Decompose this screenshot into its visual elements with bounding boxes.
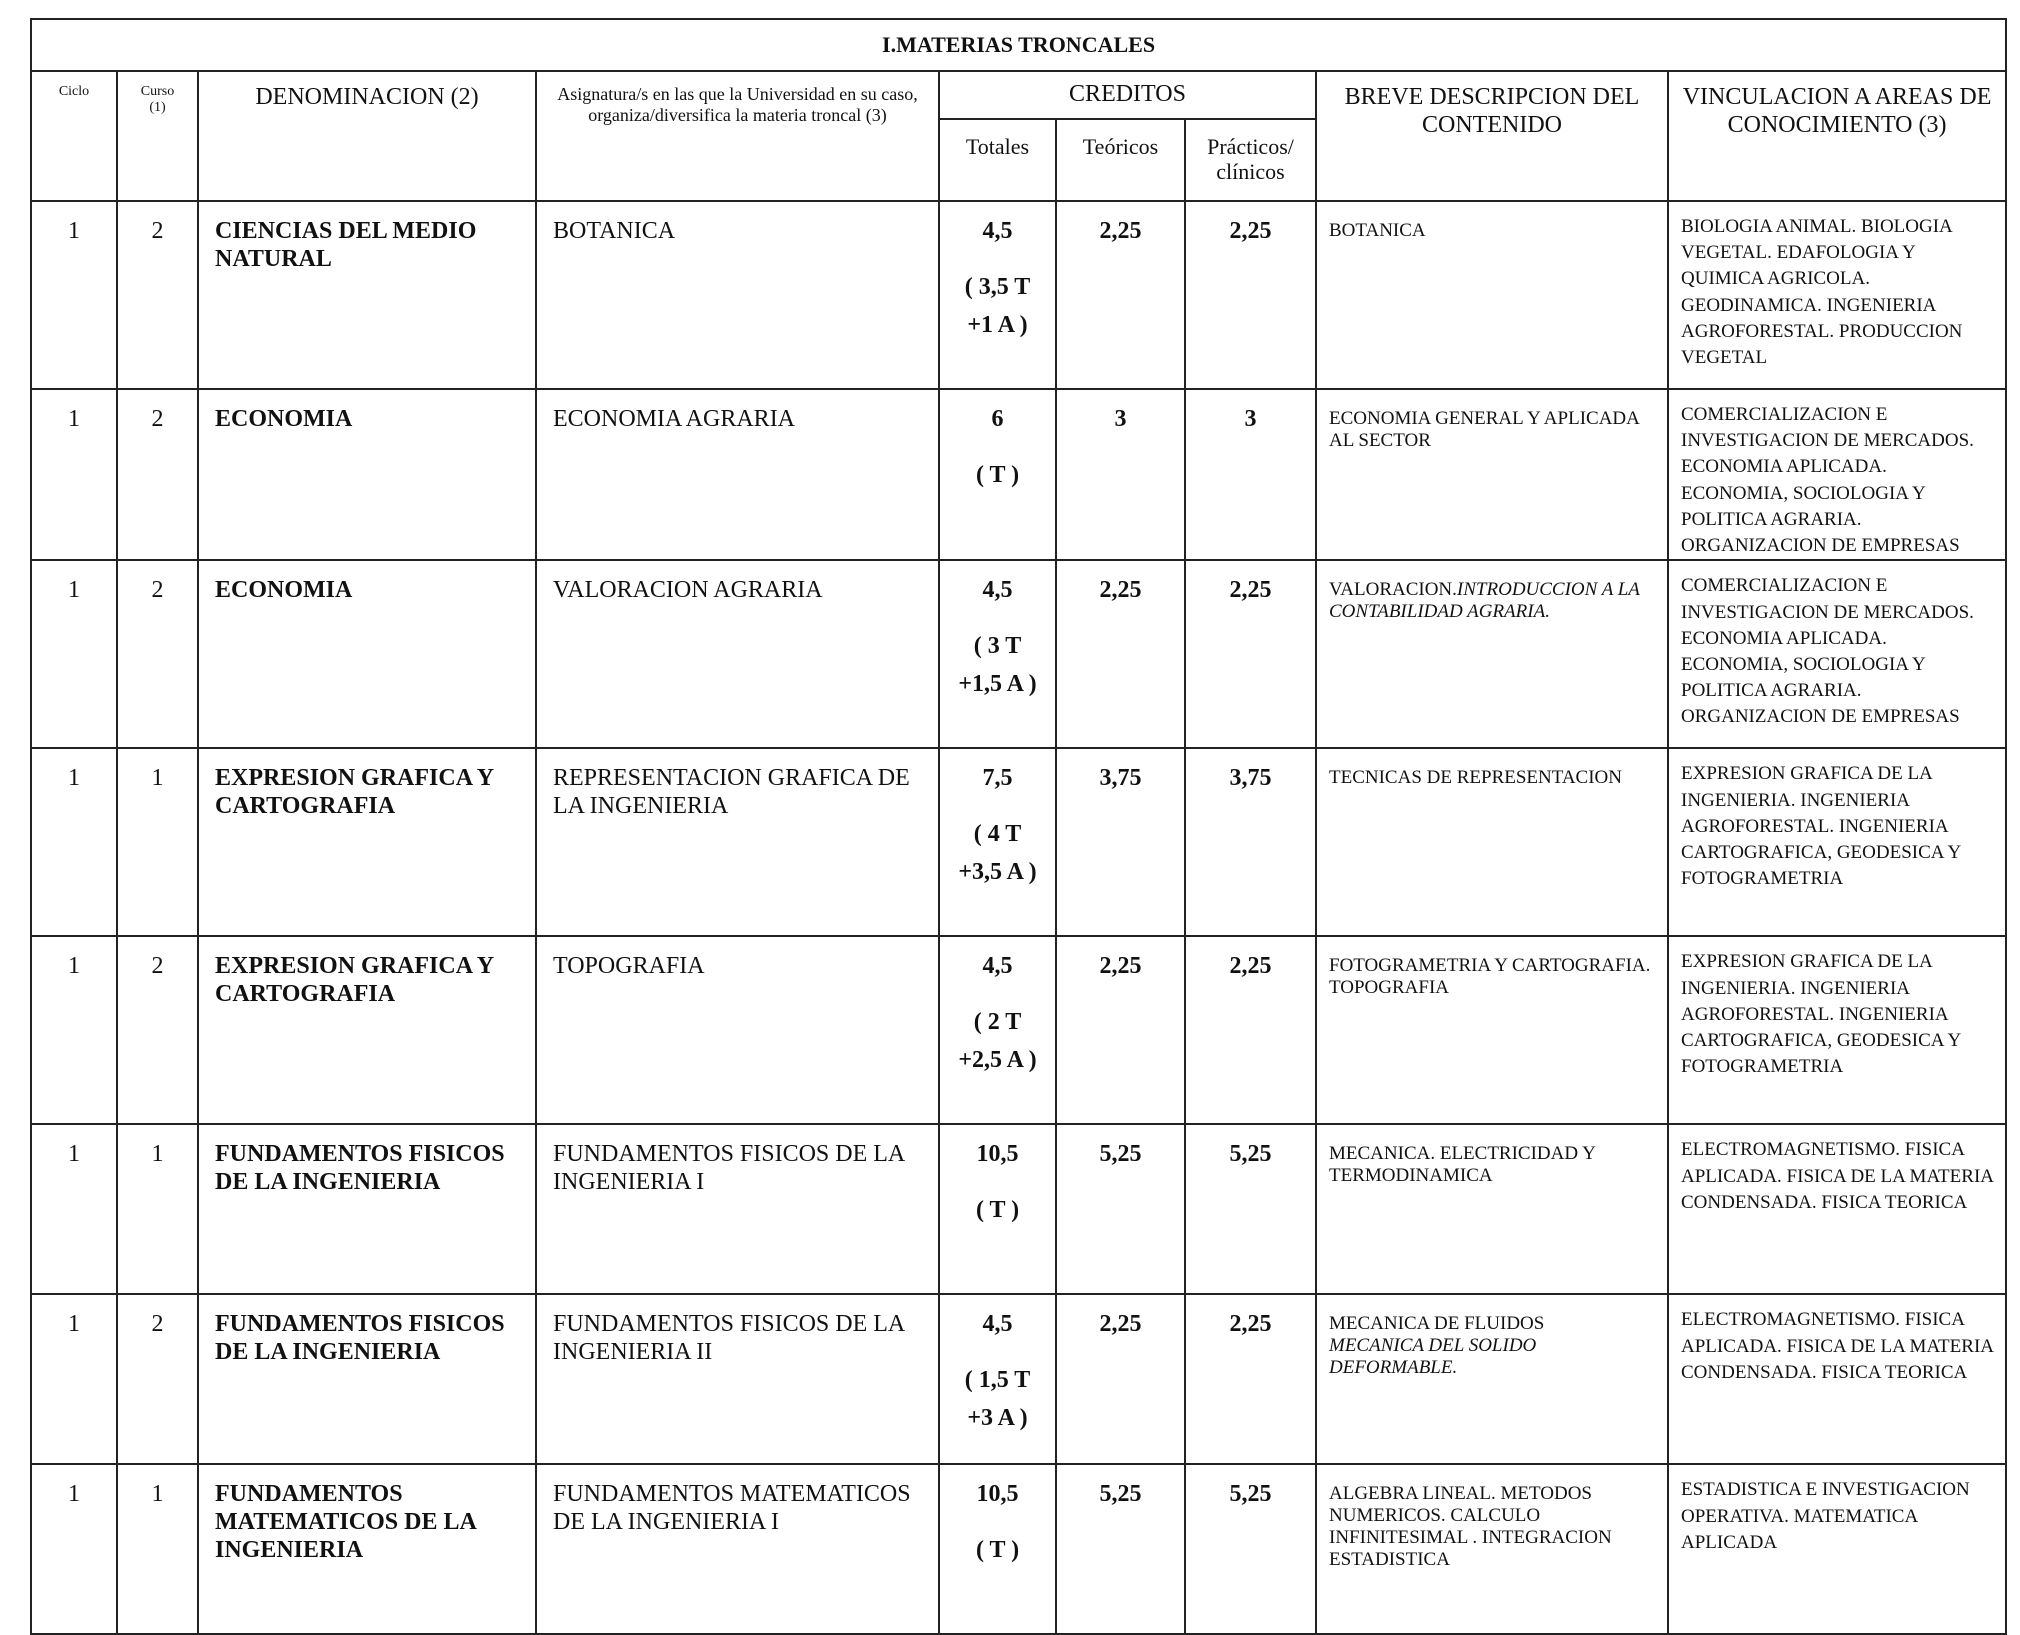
practicos-cell: 2,25: [1185, 201, 1316, 389]
descripcion-cell: [1316, 748, 1668, 936]
totales-cell: [939, 560, 1056, 748]
ciclo-cell: 1: [31, 560, 117, 748]
materias-troncales-table: [30, 18, 2007, 1635]
totales-value: 7,5: [982, 765, 1013, 792]
ciclo-cell: 1: [31, 1294, 117, 1464]
table-row: [31, 201, 2006, 389]
practicos-cell: 2,25: [1185, 1294, 1316, 1464]
curso-cell: 2: [117, 936, 198, 1124]
descripcion-text: MECANICA. ELECTRICIDAD Y TERMODINAMICA: [1329, 1143, 1596, 1187]
asignatura-cell: FUNDAMENTOS FISICOS DE LA INGENIERIA I: [536, 1124, 939, 1294]
table-row: [31, 1464, 2006, 1634]
descripcion-cell: [1316, 1294, 1668, 1464]
areas-cell: EXPRESION GRAFICA DE LA INGENIERIA. INGENIERIA AGROFORESTAL. INGENIERIA CARTOGRAFICA, GEODESICA Y FOTOGRAMETRIA: [1668, 748, 2006, 936]
descripcion-text: MECANICA DE FLUIDOS: [1329, 1313, 1545, 1335]
ciclo-cell: 1: [31, 389, 117, 560]
areas-cell: BIOLOGIA ANIMAL. BIOLOGIA VEGETAL. EDAFOLOGIA Y QUIMICA AGRICOLA. GEODINAMICA. INGENIERIA AGROFORESTAL. PRODUCCION VEGETAL: [1668, 201, 2006, 389]
totales-value: 4,5: [982, 218, 1013, 244]
descripcion-cell: [1316, 389, 1668, 560]
denominacion-cell: EXPRESION GRAFICA Y CARTOGRAFIA: [198, 936, 536, 1124]
totales-cell: [939, 748, 1056, 936]
descripcion-text: VALORACION.: [1329, 579, 1457, 601]
totales-cell: [939, 1464, 1056, 1634]
descripcion-text: TECNICAS DE REPRESENTACION: [1329, 767, 1622, 789]
header-totales: Totales: [939, 119, 1056, 201]
totales-cell: [939, 201, 1056, 389]
table-row: [31, 748, 2006, 936]
denominacion-cell: ECONOMIA: [198, 560, 536, 748]
header-curso: Curso (1): [117, 71, 198, 201]
curso-cell: 1: [117, 1124, 198, 1294]
totales-detail: ( 2 T +2,5 A ): [958, 1008, 1037, 1074]
descripcion-cell: [1316, 1124, 1668, 1294]
practicos-cell: 2,25: [1185, 560, 1316, 748]
areas-cell: ELECTROMAGNETISMO. FISICA APLICADA. FISICA DE LA MATERIA CONDENSADA. FISICA TEORICA: [1668, 1294, 2006, 1464]
denominacion-cell: EXPRESION GRAFICA Y CARTOGRAFIA: [198, 748, 536, 936]
totales-cell: [939, 1124, 1056, 1294]
areas-cell: COMERCIALIZACION E INVESTIGACION DE MERCADOS. ECONOMIA APLICADA. ECONOMIA, SOCIOLOGIA Y POLITICA AGRARIA. ORGANIZACION DE EMPRESAS: [1668, 560, 2006, 748]
asignatura-cell: REPRESENTACION GRAFICA DE LA INGENIERIA: [536, 748, 939, 936]
practicos-cell: 2,25: [1185, 936, 1316, 1124]
teoricos-cell: 2,25: [1056, 936, 1185, 1124]
practicos-cell: 3: [1185, 389, 1316, 560]
totales-value: 10,5: [976, 1481, 1019, 1508]
table-row: [31, 1124, 2006, 1294]
ciclo-cell: 1: [31, 201, 117, 389]
header-practicos: Prácticos/ clínicos: [1185, 119, 1316, 201]
descripcion-cell: [1316, 936, 1668, 1124]
denominacion-cell: FUNDAMENTOS MATEMATICOS DE LA INGENIERIA: [198, 1464, 536, 1634]
teoricos-cell: 2,25: [1056, 1294, 1185, 1464]
descripcion-text: ECONOMIA GENERAL Y APLICADA AL SECTOR: [1329, 408, 1639, 451]
totales-detail: ( 3 T +1,5 A ): [958, 632, 1037, 698]
header-denominacion: DENOMINACION (2): [198, 71, 536, 201]
totales-cell: [939, 389, 1056, 560]
table-row: [31, 936, 2006, 1124]
totales-value: 6: [991, 406, 1004, 432]
totales-value: 4,5: [982, 953, 1013, 980]
header-vinculacion: VINCULACION A AREAS DE CONOCIMIENTO (3): [1668, 71, 2006, 201]
descripcion-cell: [1316, 1464, 1668, 1634]
ciclo-cell: 1: [31, 1124, 117, 1294]
areas-cell: COMERCIALIZACION E INVESTIGACION DE MERCADOS. ECONOMIA APLICADA. ECONOMIA, SOCIOLOGIA Y POLITICA AGRARIA. ORGANIZACION DE EMPRESAS: [1668, 389, 2006, 560]
asignatura-cell: TOPOGRAFIA: [536, 936, 939, 1124]
practicos-cell: 3,75: [1185, 748, 1316, 936]
ciclo-cell: 1: [31, 748, 117, 936]
denominacion-cell: FUNDAMENTOS FISICOS DE LA INGENIERIA: [198, 1124, 536, 1294]
areas-cell: EXPRESION GRAFICA DE LA INGENIERIA. INGENIERIA AGROFORESTAL. INGENIERIA CARTOGRAFICA, GEODESICA Y FOTOGRAMETRIA: [1668, 936, 2006, 1124]
teoricos-cell: 5,25: [1056, 1124, 1185, 1294]
totales-detail: ( 4 T +3,5 A ): [958, 820, 1037, 886]
table-row: [31, 1294, 2006, 1464]
curso-cell: 2: [117, 1294, 198, 1464]
table-row: [31, 389, 2006, 560]
totales-cell: [939, 1294, 1056, 1464]
descripcion-cell: [1316, 201, 1668, 389]
totales-detail: ( 1,5 T +3 A ): [964, 1366, 1031, 1432]
curso-cell: 2: [117, 201, 198, 389]
denominacion-cell: CIENCIAS DEL MEDIO NATURAL: [198, 201, 536, 389]
totales-cell: [939, 936, 1056, 1124]
curso-cell: 1: [117, 1464, 198, 1634]
asignatura-cell: BOTANICA: [536, 201, 939, 389]
totales-value: 4,5: [982, 577, 1013, 604]
totales-value: 4,5: [982, 1311, 1013, 1338]
areas-cell: ELECTROMAGNETISMO. FISICA APLICADA. FISICA DE LA MATERIA CONDENSADA. FISICA TEORICA: [1668, 1124, 2006, 1294]
header-ciclo: Ciclo: [31, 71, 117, 201]
ciclo-cell: 1: [31, 936, 117, 1124]
practicos-cell: 5,25: [1185, 1464, 1316, 1634]
denominacion-cell: FUNDAMENTOS FISICOS DE LA INGENIERIA: [198, 1294, 536, 1464]
descripcion-cell: [1316, 560, 1668, 748]
denominacion-cell: ECONOMIA: [198, 389, 536, 560]
ciclo-cell: 1: [31, 1464, 117, 1634]
asignatura-cell: VALORACION AGRARIA: [536, 560, 939, 748]
teoricos-cell: 3: [1056, 389, 1185, 560]
descripcion-text: FOTOGRAMETRIA Y CARTOGRAFIA. TOPOGRAFIA: [1329, 955, 1651, 999]
header-creditos: CREDITOS: [939, 71, 1316, 119]
descripcion-text: ALGEBRA LINEAL. METODOS NUMERICOS. CALCULO INFINITESIMAL . INTEGRACION ESTADISTICA: [1329, 1483, 1612, 1570]
curso-cell: 2: [117, 560, 198, 748]
teoricos-cell: 2,25: [1056, 560, 1185, 748]
descripcion-italic-text: MECANICA DEL SOLIDO DEFORMABLE.: [1329, 1335, 1537, 1378]
curso-cell: 1: [117, 748, 198, 936]
totales-detail: ( T ): [975, 461, 1020, 488]
totales-detail: ( 3,5 T +1 A ): [964, 273, 1031, 338]
asignatura-cell: ECONOMIA AGRARIA: [536, 389, 939, 560]
teoricos-cell: 3,75: [1056, 748, 1185, 936]
descripcion-text: BOTANICA: [1329, 220, 1426, 241]
practicos-cell: 5,25: [1185, 1124, 1316, 1294]
totales-value: 10,5: [976, 1141, 1019, 1168]
header-asignatura: Asignatura/s en las que la Universidad en su caso, organiza/diversifica la materia troncal (3): [536, 71, 939, 201]
totales-detail: ( T ): [975, 1196, 1020, 1223]
table-title: I.MATERIAS TRONCALES: [31, 19, 2006, 71]
descripcion-italic-text: INTRODUCCION A LA CONTABILIDAD AGRARIA.: [1329, 579, 1640, 623]
table-row: [31, 560, 2006, 748]
areas-cell: ESTADISTICA E INVESTIGACION OPERATIVA. MATEMATICA APLICADA: [1668, 1464, 2006, 1634]
header-descripcion: BREVE DESCRIPCION DEL CONTENIDO: [1316, 71, 1668, 201]
asignatura-cell: FUNDAMENTOS MATEMATICOS DE LA INGENIERIA I: [536, 1464, 939, 1634]
totales-detail: ( T ): [975, 1536, 1020, 1563]
curso-cell: 2: [117, 389, 198, 560]
teoricos-cell: 5,25: [1056, 1464, 1185, 1634]
header-teoricos: Teóricos: [1056, 119, 1185, 201]
teoricos-cell: 2,25: [1056, 201, 1185, 389]
asignatura-cell: FUNDAMENTOS FISICOS DE LA INGENIERIA II: [536, 1294, 939, 1464]
